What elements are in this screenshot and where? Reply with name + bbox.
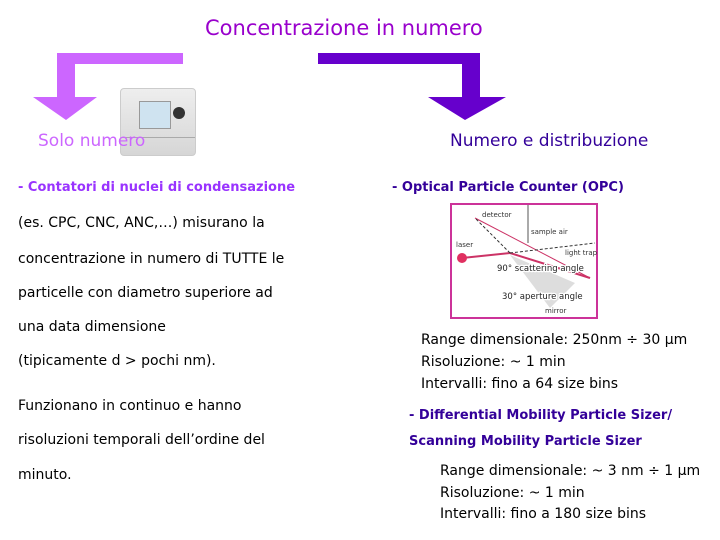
left-text-line: minuto. <box>18 467 72 483</box>
opc-spec: Risoluzione: ~ 1 min <box>421 354 566 370</box>
diagram-label: detector <box>482 211 512 219</box>
heading-solo-numero: Solo numero <box>38 131 146 151</box>
left-text-line: (tipicamente d > pochi nm). <box>18 353 216 369</box>
diagram-label: mirror <box>545 307 567 315</box>
opc-diagram <box>450 203 598 319</box>
opc-spec: Intervalli: fino a 64 size bins <box>421 376 619 392</box>
diagram-label-aperture-angle: 30° aperture angle <box>502 292 583 302</box>
left-text-line: risoluzioni temporali dell’ordine del <box>18 432 265 448</box>
subheading-smps: Scanning Mobility Particle Sizer <box>409 434 642 449</box>
dmps-spec: Range dimensionale: ~ 3 nm ÷ 1 μm <box>440 463 701 479</box>
diagram-label: light trap <box>565 249 598 257</box>
subheading-opc: - Optical Particle Counter (OPC) <box>392 180 624 195</box>
diagram-label: sample air <box>531 228 568 236</box>
diagram-label-scattering-angle: 90° scattering angle <box>497 264 584 274</box>
slide-title: Concentrazione in numero <box>205 16 483 40</box>
left-text-line: Funzionano in continuo e hanno <box>18 398 242 414</box>
right-arrow <box>318 53 506 120</box>
left-text-line: particelle con diametro superiore ad <box>18 285 273 301</box>
left-text-line: concentrazione in numero di TUTTE le <box>18 251 285 267</box>
left-text-line: (es. CPC, CNC, ANC,…) misurano la <box>18 215 265 231</box>
opc-spec: Range dimensionale: 250nm ÷ 30 μm <box>421 332 688 348</box>
left-text-line: una data dimensione <box>18 319 166 335</box>
subheading-dmps: - Differential Mobility Particle Sizer/ <box>409 408 673 423</box>
diagram-label: laser <box>456 241 474 249</box>
heading-numero-distribuzione: Numero e distribuzione <box>450 131 649 151</box>
subheading-cpc: - Contatori di nuclei di condensazione <box>18 180 296 195</box>
dmps-spec: Intervalli: fino a 180 size bins <box>440 506 647 522</box>
arrows <box>0 0 720 140</box>
dmps-spec: Risoluzione: ~ 1 min <box>440 485 585 501</box>
